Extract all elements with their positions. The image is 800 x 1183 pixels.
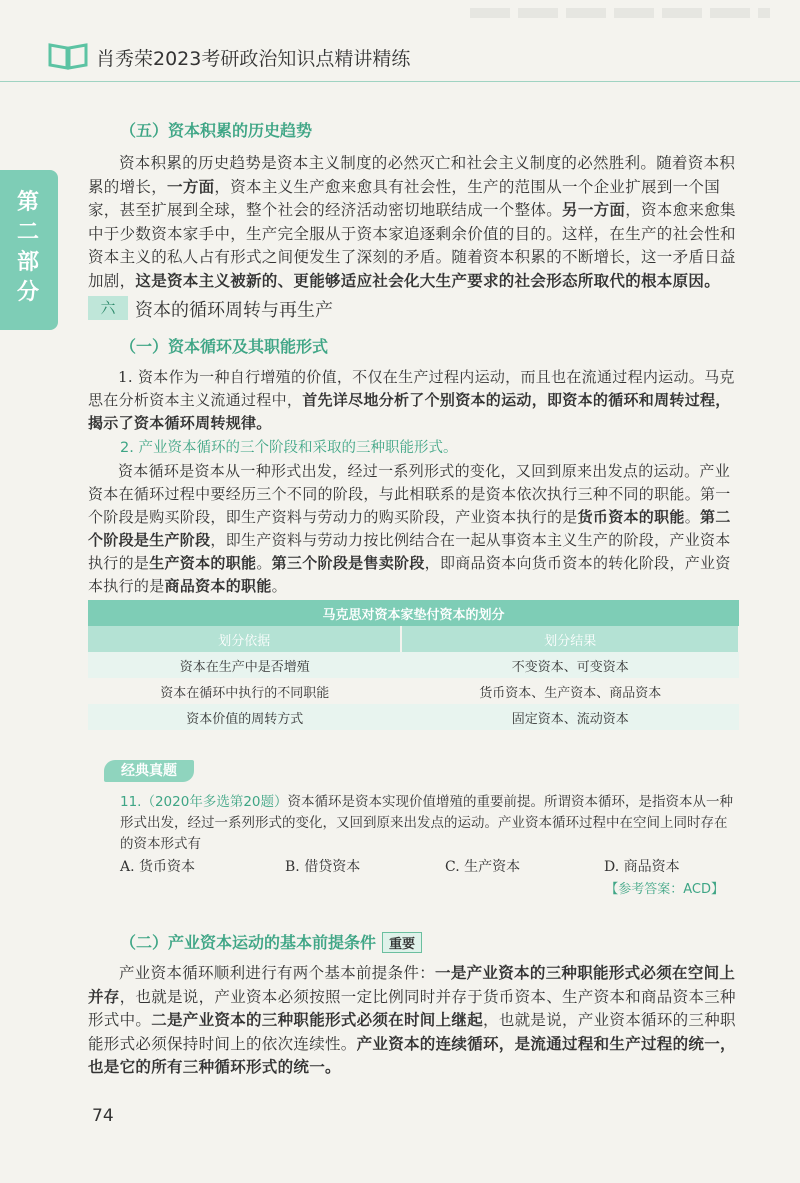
text-run: ，资本主义生产愈来愈具有社会性，生产的范围从一个企业扩展到一个国家，甚至扩展到全球，整个社会的经济活动密切地联结成一个整体。 [88,177,721,220]
option-a: A. 货币资本 [120,859,196,875]
emphasis-run: 货币资本的职能 [577,508,685,526]
page-number: 74 [92,1106,114,1126]
section-title: 资本的循环周转与再生产 [135,300,333,321]
table-header-result: 划分结果 [401,626,739,652]
text-run: 资本循环是资本从一种形式出发，经过一系列形式的变化，又回到原来出发点的运动。产业资本在循环过程中要经历三个不同的阶段，与此相联系的是资本依次执行三种不同的职能。第一个阶段是购买阶段 [88,462,731,526]
table-cell: 资本在循环中执行的不同职能 [88,678,401,704]
option-c: C. 生产资本 [445,859,521,875]
question-number: 11.（2020年多选第20题） [120,794,288,810]
exam-question [120,792,740,855]
header-decoration [470,8,770,18]
item-2-paragraph [88,460,740,598]
table-row [88,652,739,678]
text-run: 。 [256,554,272,572]
book-title: 肖秀荣2023考研政治知识点精讲精练 [96,48,411,70]
table-cell: 固定资本、流动资本 [401,704,739,730]
text-run: ，即生产资料与劳动力的购买阶段，产业资本执行的是 [210,508,578,526]
text-run: ，资本愈来愈集中于少数资本家手中，生产完全服从于资本家追逐剩余价值的目的。这样，在生产的社会性和资本主义的私人占有形式之间便发生了深刻的矛盾。随着资本积累的不断增长，这一矛盾日益加剧， [88,201,736,290]
open-book-icon [48,42,88,70]
section-heading-accumulation: （五）资本积累的历史趋势 [120,121,313,140]
subsection-heading-prerequisites [120,930,422,953]
emphasis-run: 第二个阶段是生产阶段 [88,508,731,549]
emphasis-run: 产业资本的连续循环，是流通过程和生产过程的统一，也是它的所有三种循环形式的统一。 [88,1034,736,1077]
text-run: ，即商品资本向货币资本的转化阶段，产业资本执行的是 [88,554,731,595]
emphasis-run: 二是产业资本的三种职能形式必须在时间上继起 [151,1011,484,1030]
table-header-basis: 划分依据 [88,626,401,652]
emphasis-run: 生产资本的职能 [149,554,257,572]
reference-answer: 【参考答案：ACD】 [605,882,724,897]
item-1-paragraph [88,366,740,435]
table-title: 马克思对资本家垫付资本的划分 [88,600,739,626]
emphasis-run: 第三个阶段是售卖阶段 [271,554,425,572]
text-run: ，也就是说，产业资本循环的三种职能形式必须保持时间上的依次连续性。 [88,1011,736,1053]
text-run: 1. 资本作为一种自行增殖的价值，不仅在生产过程内运动，而且也在流通过程内运动。马克思在分析资本主义流通过程中， [88,368,735,409]
table-cell: 不变资本、可变资本 [401,652,739,678]
table-row [88,678,739,704]
text-run: ，即生产资料与劳动力按比例结合在一起从事资本主义生产的阶段，产业资本执行的是 [88,531,731,572]
part-side-tab [0,170,58,330]
emphasis-run: 首先详尽地分析了个别资本的运动，即资本的循环和周转过程，揭示了资本循环周转规律。 [88,391,731,432]
table-cell: 货币资本、生产资本、商品资本 [401,678,739,704]
text-run: 。 [684,508,701,526]
table-cell: 资本价值的周转方式 [88,704,401,730]
table-row [88,704,739,730]
emphasis-run: 商品资本的职能 [164,577,272,595]
prerequisites-paragraph [88,962,740,1080]
text-run: ，也就是说，产业资本必须按照一定比例同时并存于货币资本、生产资本和商品资本三种形式中。 [88,987,736,1030]
emphasis-run: 一是产业资本的三种职能形式必须在空间上并存 [88,964,736,1006]
accumulation-paragraph [88,152,740,294]
option-b: B. 借贷资本 [285,859,361,875]
table-cell: 资本在生产中是否增殖 [88,652,401,678]
exam-tag: 经典真题 [104,760,194,782]
text-run: 资本积累的历史趋势是资本主义制度的必然灭亡和社会主义制度的必然胜利。随着资本积累的增长， [88,154,736,196]
part-label: 第二部分 [16,190,39,305]
capital-division-table [88,600,740,730]
item-2-heading: 2. 产业资本循环的三个阶段和采取的三种职能形式。 [120,440,458,456]
option-d: D. 商品资本 [604,859,680,875]
important-badge: 重要 [382,932,422,953]
question-text: 资本循环是资本实现价值增殖的重要前提。所谓资本循环，是指资本从一种形式出发，经过一系列形式的变化，又回到原来出发点的运动。产业资本循环过程中在空间上同时存在的资本形式有 [120,794,734,852]
emphasis-run: 这是资本主义被新的、更能够适应社会化大生产要求的社会形态所取代的根本原因。 [135,271,721,290]
emphasis-run: 另一方面 [562,201,626,220]
text-run: 产业资本循环顺利进行有两个基本前提条件： [119,964,436,982]
section-number-label: 六 [88,296,128,320]
page-header [0,0,800,82]
subsection-heading-circuit: （一）资本循环及其职能形式 [120,337,329,356]
subsection-heading-text: （二）产业资本运动的基本前提条件 [120,933,377,952]
text-run: 。 [271,577,287,595]
emphasis-run: 一方面 [167,177,215,196]
